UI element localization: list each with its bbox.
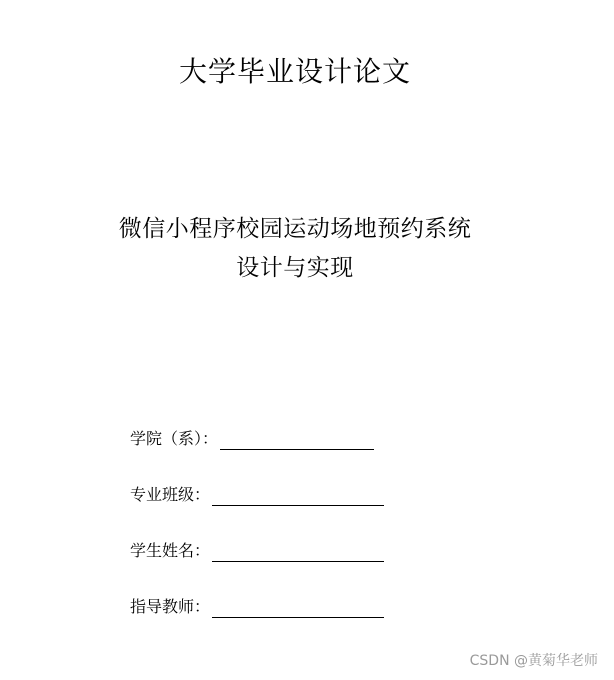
- student-name-blank-line: [212, 539, 384, 562]
- advisor-label: 指导教师：: [130, 597, 211, 616]
- major-class-blank-line: [212, 483, 384, 506]
- college-blank-line: [220, 427, 374, 450]
- major-class-label: 专业班级：: [130, 485, 211, 504]
- thesis-title-line-2: 设计与实现: [236, 255, 354, 281]
- student-name-field: [130, 536, 384, 562]
- college-label: 学院（系）：: [130, 429, 219, 448]
- thesis-title-line-1: 微信小程序校园运动场地预约系统: [118, 216, 472, 242]
- advisor-blank-line: [212, 595, 384, 618]
- document-title: 大学毕业设计论文: [178, 55, 411, 88]
- student-name-label: 学生姓名：: [130, 541, 211, 560]
- major-class-field: [130, 480, 384, 506]
- college-field: [130, 424, 374, 450]
- watermark: CSDN @黄菊华老师: [469, 653, 598, 669]
- advisor-field: [130, 592, 384, 618]
